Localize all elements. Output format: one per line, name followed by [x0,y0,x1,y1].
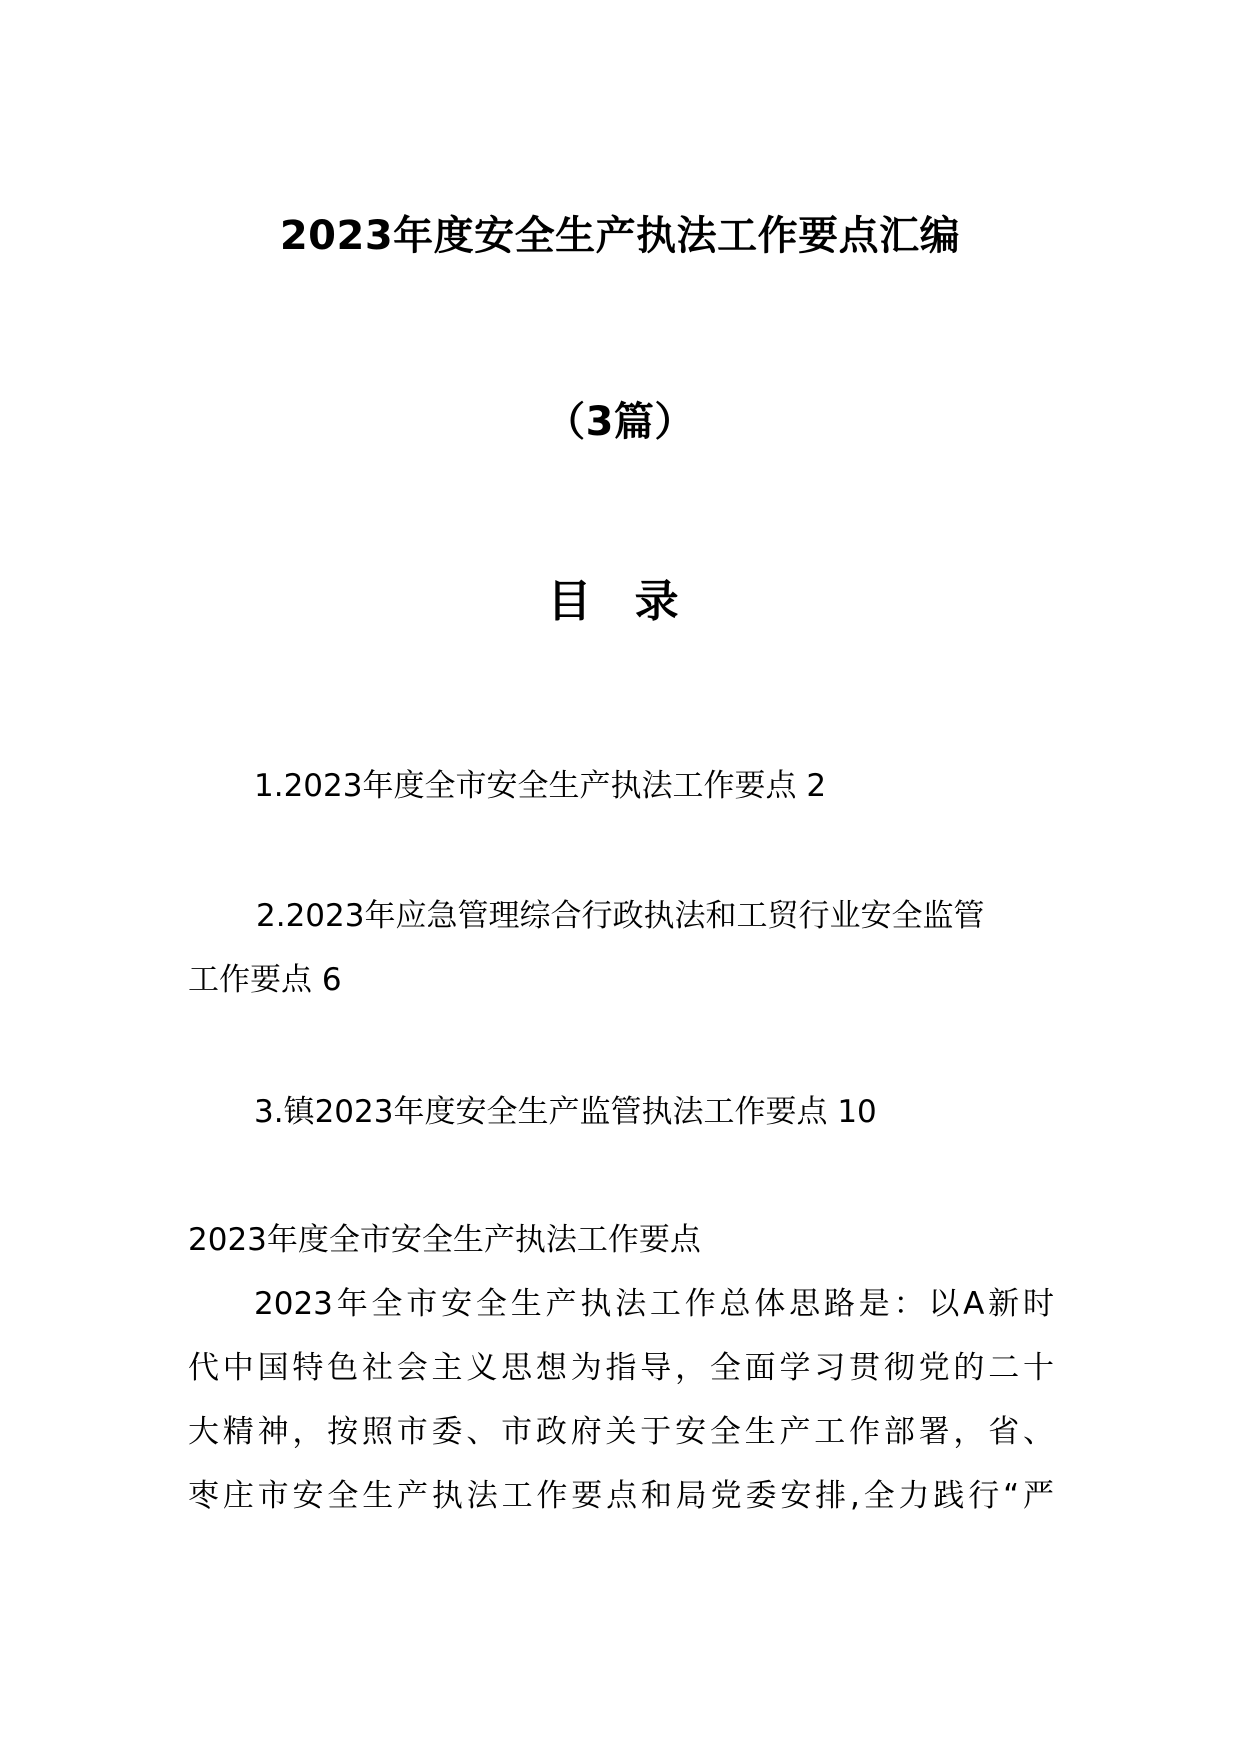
body-line: 大精神，按照市委、市政府关于安全生产工作部署，省、 [188,1414,1054,1450]
toc-item-1[interactable]: 1.2023年度全市安全生产执法工作要点 2 [254,768,827,804]
toc-item-3[interactable]: 3.镇2023年度安全生产监管执法工作要点 10 [254,1094,877,1130]
toc-heading: 目 录 [547,576,693,627]
section-heading: 2023年度全市安全生产执法工作要点 [188,1222,701,1258]
document-subtitle: （3篇） [545,399,695,445]
toc-item-2-line-1[interactable]: 2.2023年应急管理综合行政执法和工贸行业安全监管 [256,898,985,934]
body-paragraph [188,1284,1054,1540]
body-line: 枣庄市安全生产执法工作要点和局党委安排,全力践行“严 [188,1478,1054,1514]
body-line: 代中国特色社会主义思想为指导，全面学习贯彻党的二十 [188,1350,1054,1386]
body-line: 2023年全市安全生产执法工作总体思路是：以A新时 [254,1286,1054,1322]
toc-item-2-line-2[interactable]: 工作要点 6 [188,962,342,998]
document-title: 2023年度安全生产执法工作要点汇编 [279,213,961,259]
